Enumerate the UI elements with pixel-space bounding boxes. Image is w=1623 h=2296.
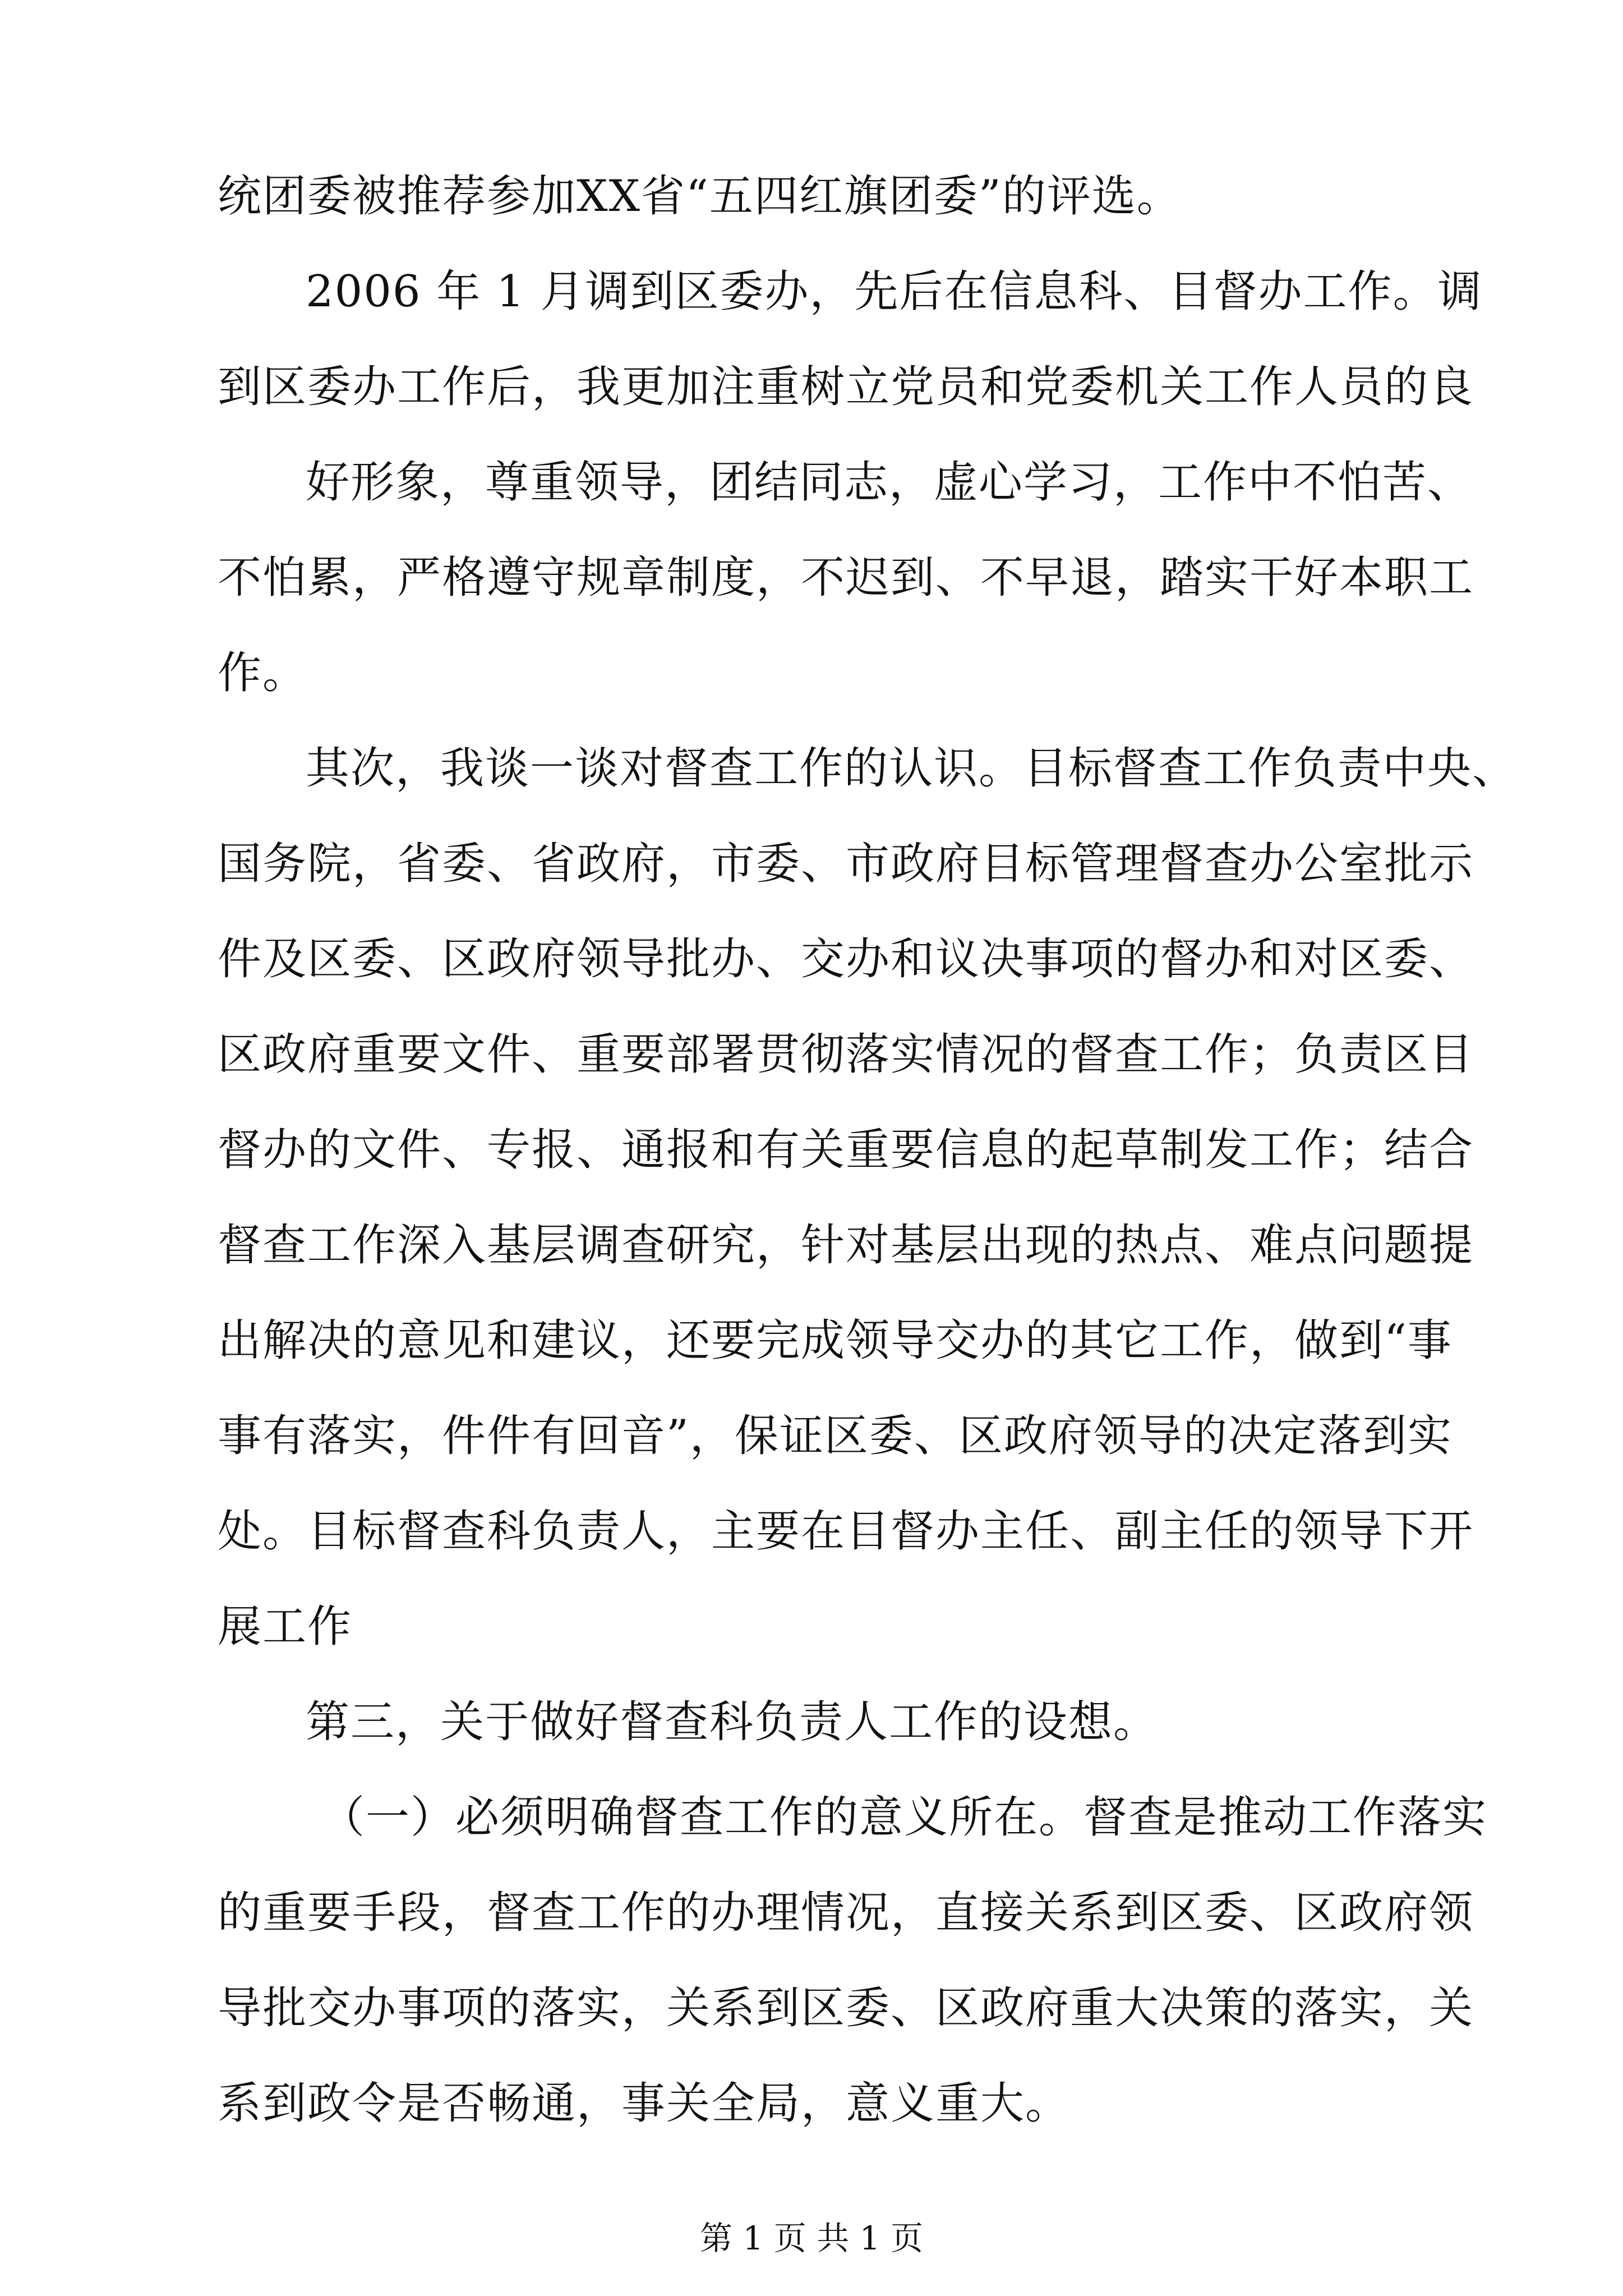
text-line: 导批交办事项的落实，关系到区委、区政府重大决策的落实，关 bbox=[218, 1983, 1474, 2033]
text-line: 统团委被推荐参加XX省“五四红旗团委”的评选。 bbox=[218, 171, 1182, 222]
text-line: 作。 bbox=[218, 648, 308, 698]
text-line: 到区委办工作后，我更加注重树立党员和党委机关工作人员的良 bbox=[218, 362, 1474, 412]
text-line: 件及区委、区政府领导批办、交办和议决事项的督办和对区委、 bbox=[218, 934, 1474, 984]
text-line: 不怕累，严格遵守规章制度，不迟到、不早退，踏实干好本职工 bbox=[218, 553, 1474, 603]
text-line: （一）必须明确督查工作的意义所在。督查是推动工作落实 bbox=[321, 1792, 1488, 1843]
text-line: 出解决的意见和建议，还要完成领导交办的其它工作，做到“事 bbox=[218, 1315, 1453, 1366]
text-line: 第三，关于做好督查科负责人工作的设想。 bbox=[306, 1697, 1159, 1747]
text-line: 2006 年 1 月调到区委办，先后在信息科、目督办工作。调 bbox=[306, 266, 1483, 317]
text-line: 系到政令是否畅通，事关全局，意义重大。 bbox=[218, 2078, 1071, 2129]
text-line: 的重要手段，督查工作的办理情况，直接关系到区委、区政府领 bbox=[218, 1888, 1474, 1938]
text-line: 其次，我谈一谈对督查工作的认识。目标督查工作负责中央、 bbox=[306, 743, 1518, 794]
text-line: 展工作 bbox=[218, 1602, 353, 1652]
text-line: 处。目标督查科负责人，主要在目督办主任、副主任的领导下开 bbox=[218, 1506, 1474, 1557]
text-line: 好形象，尊重领导，团结同志，虚心学习，工作中不怕苦、 bbox=[306, 457, 1473, 508]
text-line: 督查工作深入基层调查研究，针对基层出现的热点、难点问题提 bbox=[218, 1220, 1474, 1271]
text-line: 国务院，省委、省政府，市委、市政府目标管理督查办公室批示 bbox=[218, 839, 1474, 889]
text-line: 区政府重要文件、重要部署贯彻落实情况的督查工作；负责区目 bbox=[218, 1029, 1474, 1080]
page-footer: 第 1 页 共 1 页 bbox=[700, 2219, 923, 2257]
text-line: 督办的文件、专报、通报和有关重要信息的起草制发工作；结合 bbox=[218, 1125, 1474, 1175]
text-line: 事有落实，件件有回音”，保证区委、区政府领导的决定落到实 bbox=[218, 1411, 1453, 1461]
